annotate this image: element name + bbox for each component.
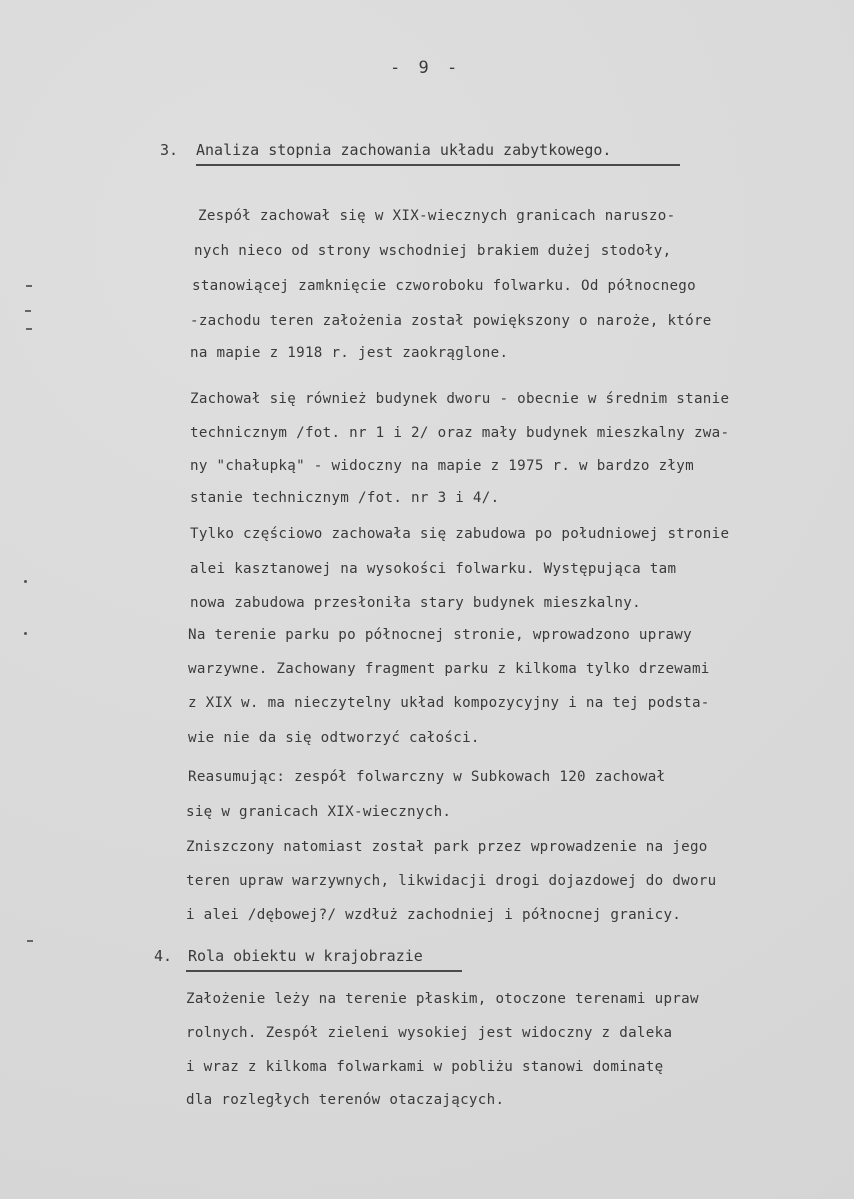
text-line: nych nieco od strony wschodniej brakiem dużej stodoły,	[194, 243, 672, 259]
text-line: stanowiącej zamknięcie czworoboku folwarku. Od północnego	[192, 278, 696, 294]
margin-mark	[27, 940, 33, 942]
text-line: Założenie leży na terenie płaskim, otoczone terenami upraw	[186, 991, 699, 1007]
margin-mark	[24, 580, 27, 583]
margin-mark	[26, 328, 32, 330]
text-line: i wraz z kilkoma folwarkami w pobliżu stanowi dominatę	[186, 1059, 664, 1075]
text-line: Na terenie parku po północnej stronie, wprowadzono uprawy	[188, 627, 692, 643]
text-line: -zachodu teren założenia został powiększony o naroże, które	[190, 313, 712, 329]
text-line: się w granicach XIX-wiecznych.	[186, 804, 452, 820]
section-3-number: 3.	[160, 141, 179, 159]
section-3-underline	[196, 164, 680, 166]
text-line: i alei /dębowej?/ wzdłuż zachodniej i północnej granicy.	[186, 907, 682, 923]
text-line: rolnych. Zespół zieleni wysokiej jest widoczny z daleka	[186, 1025, 673, 1041]
section-4-number: 4.	[154, 947, 173, 965]
margin-mark	[25, 310, 31, 312]
text-line: wie nie da się odtworzyć całości.	[188, 730, 480, 746]
text-line: ny "chałupką" - widoczny na mapie z 1975 r. w bardzo złym	[190, 458, 694, 474]
text-line: Zachował się również budynek dworu - obecnie w średnim stanie	[190, 391, 730, 407]
text-line: z XIX w. ma nieczytelny układ kompozycyjny i na tej podsta-	[188, 695, 710, 711]
text-line: Zespół zachował się w XIX-wiecznych granicach naruszo-	[198, 208, 676, 224]
margin-mark	[24, 632, 27, 635]
text-line: alei kasztanowej na wysokości folwarku. Występująca tam	[190, 561, 677, 577]
margin-mark	[26, 285, 32, 287]
text-line: dla rozległych terenów otaczających.	[186, 1092, 505, 1108]
section-3-title: Analiza stopnia zachowania układu zabytkowego.	[196, 141, 612, 159]
text-line: Tylko częściowo zachowała się zabudowa po południowej stronie	[190, 526, 730, 542]
text-line: nowa zabudowa przesłoniła stary budynek mieszkalny.	[190, 595, 641, 611]
text-line: warzywne. Zachowany fragment parku z kilkoma tylko drzewami	[188, 661, 710, 677]
text-line: teren upraw warzywnych, likwidacji drogi dojazdowej do dworu	[186, 873, 717, 889]
section-3-heading	[160, 140, 611, 160]
text-line: stanie technicznym /fot. nr 3 i 4/.	[190, 490, 500, 506]
section-4-heading	[154, 946, 423, 966]
text-line: Reasumując: zespół folwarczny w Subkowach 120 zachował	[188, 769, 666, 785]
section-4-underline	[186, 970, 462, 972]
text-line: Zniszczony natomiast został park przez wprowadzenie na jego	[186, 839, 708, 855]
section-4-title: Rola obiektu w krajobrazie	[188, 947, 423, 965]
text-line: na mapie z 1918 r. jest zaokrąglone.	[190, 345, 509, 361]
page-number: - 9 -	[390, 58, 462, 78]
text-line: technicznym /fot. nr 1 i 2/ oraz mały budynek mieszkalny zwa-	[190, 425, 730, 441]
